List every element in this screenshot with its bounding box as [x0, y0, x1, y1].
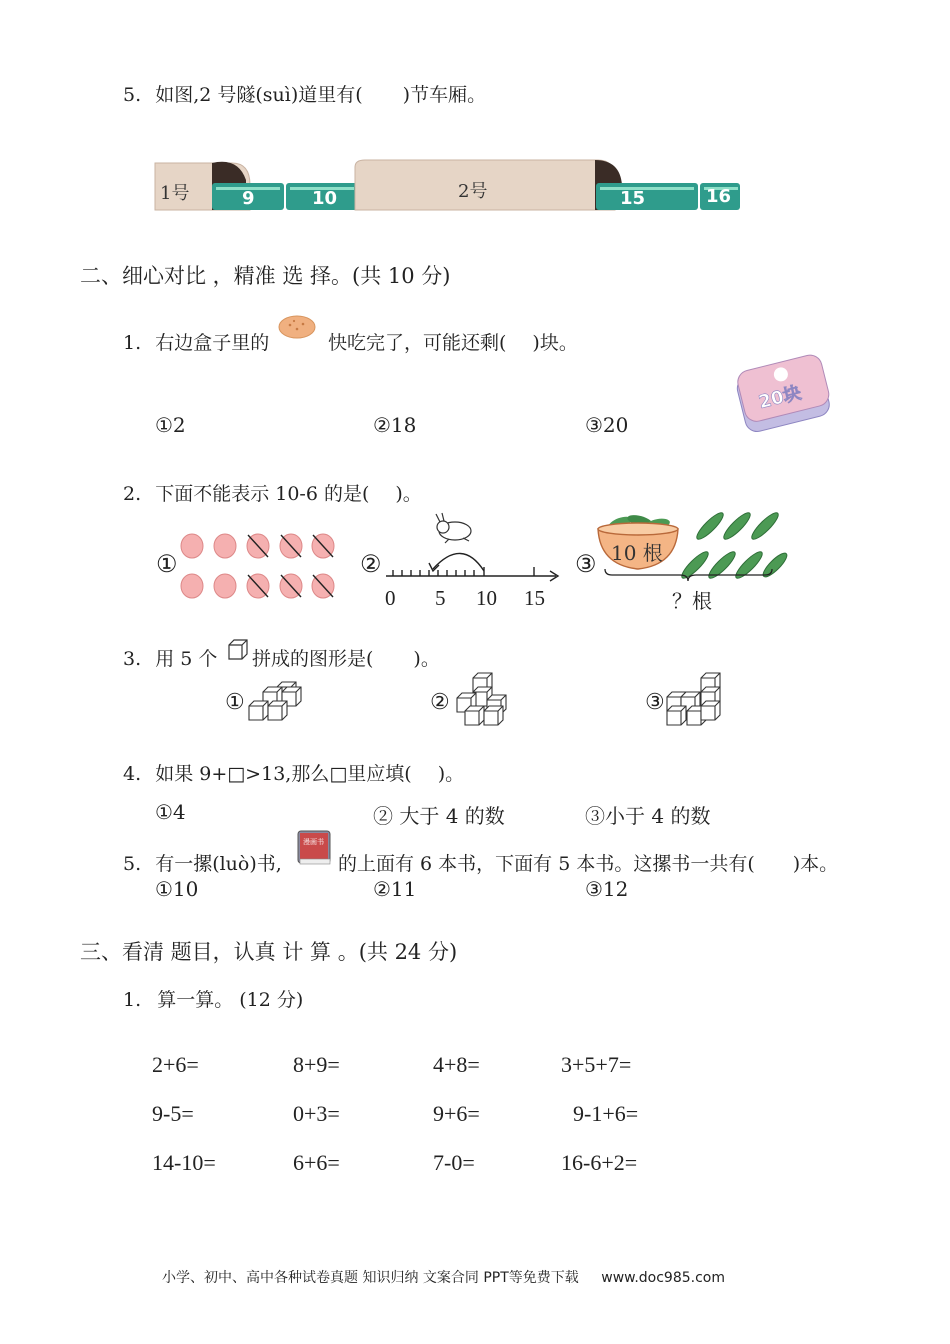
question-2-5-rest: [338, 849, 838, 876]
question-number: 4.: [123, 763, 142, 785]
option-label-1[interactable]: ①: [156, 550, 178, 578]
question-text-before: 如图,2 号隧(suì)道里有(: [155, 84, 363, 106]
option-3[interactable]: ③12: [585, 877, 629, 901]
question-text-after: 拼成的图形是(: [252, 648, 374, 670]
question-text-before: 右边盒子里的: [155, 332, 270, 354]
tunnel-train-illustration: [150, 155, 740, 215]
calc-item[interactable]: 0+3=: [293, 1101, 340, 1126]
question-1-5: [123, 80, 486, 107]
question-number: 5.: [123, 84, 142, 106]
basket-label: 10 根: [611, 541, 663, 565]
calc-item[interactable]: 16-6+2=: [561, 1150, 638, 1175]
footer: [162, 1267, 725, 1287]
car-number: 16: [706, 186, 732, 207]
calc-item[interactable]: 3+5+7=: [561, 1052, 632, 1077]
cube-icon: [226, 638, 250, 662]
question-text-tail: )块。: [532, 332, 578, 354]
question-text: 如果 9+□>13,那么□里应填(: [155, 763, 412, 785]
box-label: 20块: [756, 382, 804, 414]
footer-text: 小学、初中、高中各种试卷真题 知识归纳 文案合同 PPT等免费下载: [162, 1270, 579, 1286]
footer-link[interactable]: www.doc985.com: [601, 1270, 725, 1286]
rabbit-icon: [436, 513, 471, 543]
question-text-after: 快吃完了，可能还剩(: [328, 332, 507, 354]
option-1[interactable]: ①2: [155, 413, 186, 437]
calc-item[interactable]: 14-10=: [152, 1150, 216, 1175]
option-1[interactable]: ①4: [155, 800, 186, 824]
number-line: [386, 567, 558, 581]
question-2-5: [123, 849, 282, 876]
question-number: 3.: [123, 648, 142, 670]
cookie-icon: [275, 314, 321, 342]
calc-item[interactable]: 2+6=: [152, 1052, 199, 1077]
question-text-after: 的上面有 6 本书，下面有 5 本书。这摞书一共有(: [338, 853, 755, 875]
question-number: 1.: [123, 332, 142, 354]
section-heading-2: 二、细心对比 ，精准 选 择。(共 10 分): [80, 264, 451, 288]
question-text: 算一算。 (12 分): [157, 989, 304, 1011]
question-text-after: )节车厢。: [402, 84, 487, 106]
calc-item[interactable]: 8+9=: [293, 1052, 340, 1077]
question-3-1: [123, 985, 303, 1012]
question-text: 下面不能表示 10-6 的是(: [155, 483, 370, 505]
question-2-2: [123, 479, 422, 506]
option-label-3[interactable]: ③: [575, 550, 597, 578]
cube-figure-3: [667, 673, 720, 725]
option-2[interactable]: ②11: [373, 877, 417, 901]
option-2[interactable]: ②18: [373, 413, 417, 437]
biscuit-box-icon: [730, 350, 840, 440]
question-text-tail: )。: [413, 648, 440, 670]
calc-item[interactable]: 6+6=: [293, 1150, 340, 1175]
car-number: 10: [312, 188, 338, 209]
option-label-2[interactable]: ②: [360, 550, 382, 578]
option-label-1[interactable]: ①: [225, 690, 245, 715]
section-heading-3: 三、看清 题目，认真 计 算 。(共 24 分): [80, 940, 458, 964]
calc-item[interactable]: 4+8=: [433, 1052, 480, 1077]
question-2-1: [123, 328, 269, 355]
option-1[interactable]: ①10: [155, 877, 199, 901]
question-number: 5.: [123, 853, 142, 875]
tick-label: 10: [476, 586, 497, 610]
jump-arc: [433, 553, 484, 571]
question-text-before: 有一摞(luò)书,: [155, 853, 282, 875]
tunnel-2-label: 2号: [458, 181, 488, 202]
book-icon: [294, 828, 336, 870]
car-number: 9: [242, 188, 255, 209]
option-3[interactable]: ③20: [585, 413, 629, 437]
car-number: 15: [620, 188, 646, 209]
question-number: 1.: [123, 989, 142, 1011]
question-text-tail: )。: [395, 483, 422, 505]
tunnel-1-label: 1号: [160, 183, 190, 204]
cube-figure-2: [457, 673, 506, 725]
option-2[interactable]: ② 大于 4 的数: [373, 804, 505, 828]
q2-options-illustration: [150, 505, 790, 625]
option-3[interactable]: ③小于 4 的数: [585, 804, 711, 828]
option-label-2[interactable]: ②: [430, 690, 450, 715]
calc-item[interactable]: 9-5=: [152, 1101, 194, 1126]
calc-item[interactable]: 7-0=: [433, 1150, 475, 1175]
basket-icon: [598, 513, 678, 569]
question-text-before: 用 5 个: [155, 648, 218, 670]
option-label-3[interactable]: ③: [645, 690, 665, 715]
circle-group: [181, 534, 334, 598]
question-label: ？根: [672, 589, 712, 613]
question-number: 2.: [123, 483, 142, 505]
question-text-tail: )本。: [792, 853, 839, 875]
calc-item[interactable]: 9-1+6=: [573, 1101, 639, 1126]
tick-label: 5: [435, 586, 446, 610]
cube-figure-1: [249, 682, 301, 720]
question-text-tail: )。: [437, 763, 465, 785]
tick-label: 15: [524, 586, 545, 610]
book-label: 漫画书: [303, 838, 324, 846]
question-2-3-rest: [252, 644, 440, 671]
q3-options-illustration: [225, 670, 745, 730]
tick-label: 0: [385, 586, 396, 610]
question-2-3: [123, 644, 217, 671]
question-2-4: [123, 759, 464, 786]
pea-pods: [679, 510, 790, 582]
question-2-1-rest: [328, 328, 578, 355]
calc-item[interactable]: 9+6=: [433, 1101, 480, 1126]
